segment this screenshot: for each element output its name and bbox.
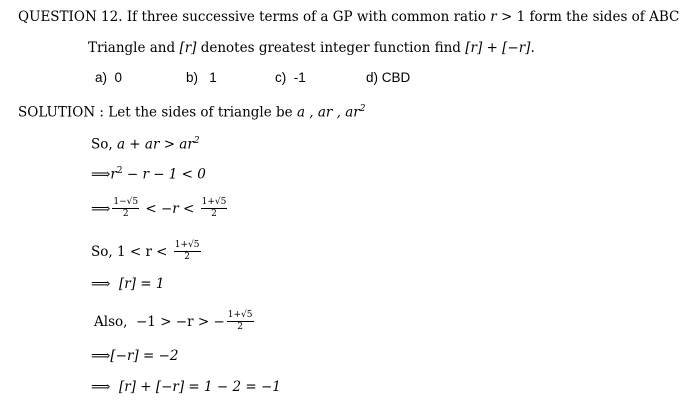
- implies-arrow: ⟹: [91, 166, 111, 183]
- option-a-label: a): [95, 70, 108, 85]
- step-1-prefix: So,: [91, 136, 117, 153]
- step-2-exponent: 2: [116, 166, 123, 176]
- step-5: [91, 275, 164, 293]
- step-6: [94, 310, 256, 333]
- solution-text: SOLUTION : Let the sides of triangle be: [18, 104, 297, 121]
- step-3-inequality: < −r <: [141, 200, 199, 217]
- step-6-expression: Also, −1 > −r > −: [94, 313, 225, 330]
- step-2-var: r: [110, 166, 117, 183]
- step-7: [91, 347, 178, 365]
- option-d-label: d): [366, 70, 379, 85]
- question-period: .: [530, 40, 535, 56]
- step-2-expression: − r − 1 < 0: [122, 166, 206, 183]
- step-7-expression: [−r] = −2: [110, 348, 179, 364]
- fraction-denominator: 2: [237, 322, 243, 332]
- fraction-denominator: 2: [184, 252, 191, 262]
- ratio-variable: r: [490, 9, 497, 25]
- question-text: QUESTION 12. If three successive terms of a GP with common ratio: [18, 9, 491, 25]
- option-a-value: 0: [114, 70, 123, 85]
- fraction-numerator: 1+√5: [174, 240, 200, 250]
- question-expression: [r] + [−r]: [465, 40, 531, 56]
- question-line-2: [88, 39, 535, 57]
- solution-terms-exponent: 2: [359, 104, 366, 114]
- step-4-prefix: So, 1 < r <: [91, 243, 172, 260]
- fraction-neg: [227, 310, 254, 333]
- solution-terms: a , ar , ar: [296, 104, 360, 121]
- option-b-label: b): [186, 70, 199, 85]
- fraction-denominator: 2: [122, 209, 129, 219]
- fraction-numerator: 1−√5: [113, 197, 139, 207]
- question-text-2: Triangle and: [88, 40, 180, 56]
- fraction-lower: [112, 197, 139, 220]
- fraction-bound: [174, 240, 201, 263]
- gif-notation: [r]: [179, 40, 197, 56]
- option-a: [95, 69, 122, 87]
- step-1: [91, 132, 200, 154]
- question-text-3: denotes greatest integer function find: [196, 40, 466, 56]
- option-d-value: CBD: [381, 70, 411, 85]
- option-d: [366, 69, 410, 87]
- implies-arrow: ⟹: [91, 348, 111, 364]
- fraction-denominator: 2: [211, 209, 217, 219]
- step-5-expression: [r] = 1: [118, 276, 165, 292]
- step-1-exponent: 2: [193, 136, 200, 146]
- step-1-expression: a + ar > ar: [116, 136, 194, 153]
- step-4: [91, 240, 203, 263]
- question-line-1: [18, 8, 679, 26]
- option-b-value: 1: [209, 70, 217, 85]
- implies-arrow: ⟹: [91, 276, 111, 292]
- option-b: [186, 69, 217, 87]
- step-3: [91, 197, 229, 220]
- ratio-condition: > 1 form the sides of ABC: [496, 9, 680, 25]
- step-2: [91, 162, 206, 184]
- option-c: [275, 69, 306, 87]
- fraction-numerator: 1+√5: [201, 197, 227, 207]
- option-c-label: c): [275, 70, 287, 85]
- solution-header: [18, 100, 366, 122]
- implies-arrow: ⟹: [91, 200, 111, 217]
- fraction-upper: [201, 197, 228, 220]
- step-8-expression: [r] + [−r] = 1 − 2 = −1: [118, 379, 281, 395]
- option-c-value: -1: [293, 70, 306, 85]
- fraction-numerator: 1+√5: [227, 310, 253, 320]
- step-8: [91, 378, 281, 396]
- implies-arrow: ⟹: [91, 379, 111, 395]
